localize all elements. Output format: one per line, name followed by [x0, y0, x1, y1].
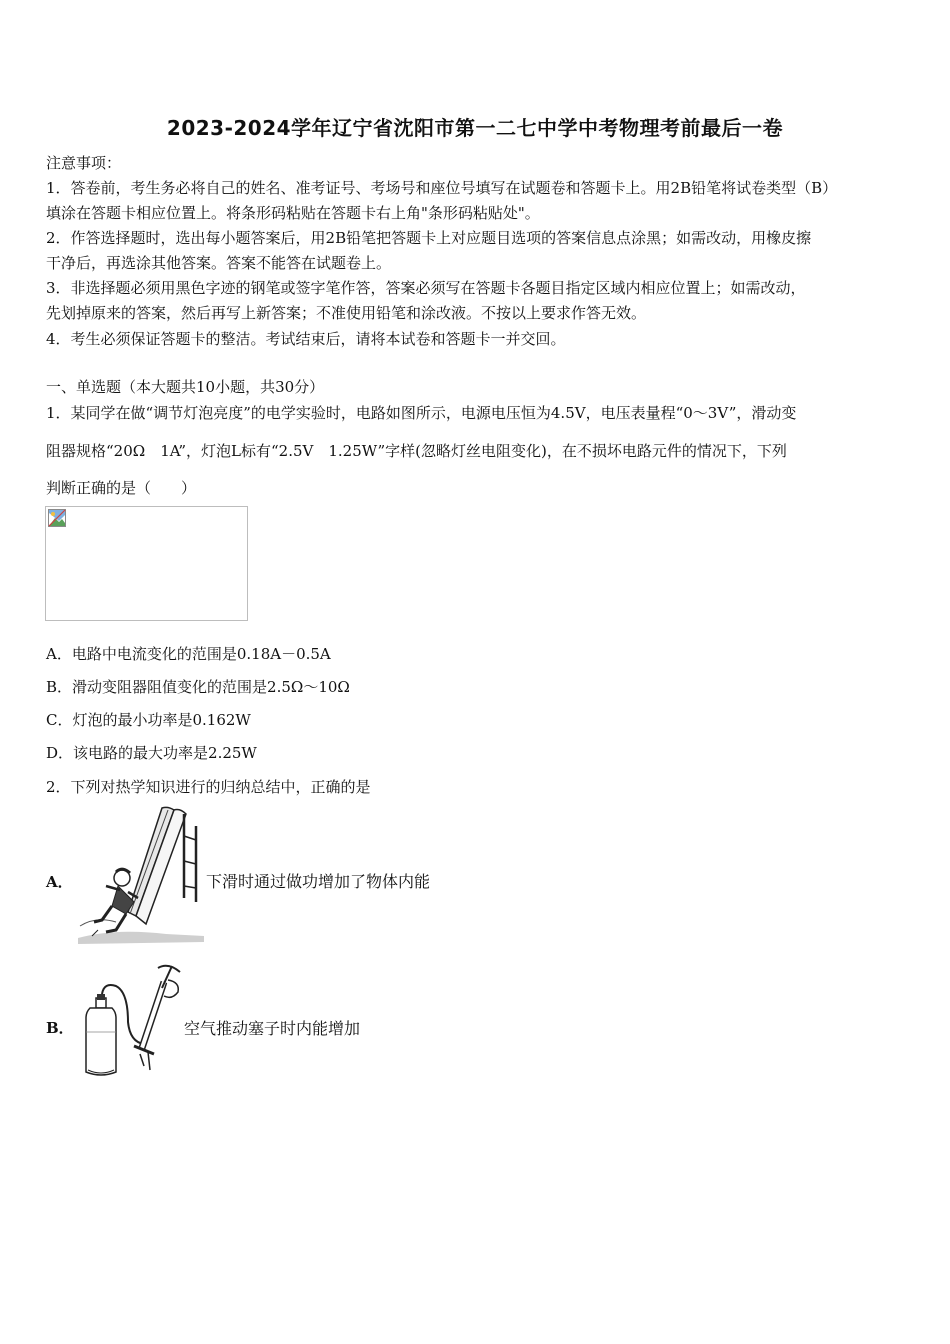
q2-option-b-label: B．: [46, 1019, 74, 1037]
notice-line: 干净后，再选涂其他答案。答案不能答在试题卷上。: [46, 254, 392, 272]
circuit-image-placeholder: [45, 506, 248, 621]
notice-line: 1．答卷前，考生务必将自己的姓名、准考证号、考场号和座位号填写在试题卷和答题卡上。用2B铅笔将试卷类型（B）: [46, 179, 838, 197]
q1-option-a: A．电路中电流变化的范围是0.18A－0.5A: [46, 645, 331, 663]
page-title: 2023-2024学年辽宁省沈阳市第一二七中学中考物理考前最后一卷: [166, 116, 784, 140]
slide-icon: [76, 806, 206, 946]
q1-option-b: B．滑动变阻器阻值变化的范围是2.5Ω～10Ω: [46, 678, 350, 696]
notice-heading: 注意事项：: [46, 154, 122, 172]
question-1-line: 阻器规格“20Ω 1A”，灯泡L标有“2.5V 1.25W”字样(忽略灯丝电阻变化)，在不损坏电路元件的情况下，下列: [46, 442, 787, 460]
section-heading: 一、单选题（本大题共10小题，共30分）: [46, 378, 325, 396]
notice-line: 2．作答选择题时，选出每小题答案后，用2B铅笔把答题卡上对应题目选项的答案信息点涂黑；如需改动，用橡皮擦: [46, 229, 812, 247]
q2-option-a-label: A．: [46, 873, 73, 891]
notice-line: 3．非选择题必须用黑色字迹的钢笔或签字笔作答，答案必须写在答题卡各题目指定区域内相应位置上；如需改动，: [46, 279, 806, 297]
notice-line: 4．考生必须保证答题卡的整洁。考试结束后，请将本试卷和答题卡一并交回。: [46, 330, 566, 348]
notice-line: 先划掉原来的答案，然后再写上新答案；不准使用铅笔和涂改液。不按以上要求作答无效。: [46, 304, 647, 322]
question-2-stem: 2．下列对热学知识进行的归纳总结中，正确的是: [46, 778, 371, 796]
broken-image-icon: [48, 509, 66, 527]
q1-option-d: D．该电路的最大功率是2.25W: [46, 744, 257, 762]
q1-option-c: C．灯泡的最小功率是0.162W: [46, 711, 251, 729]
q2-option-a-text: 下滑时通过做功增加了物体内能: [206, 872, 431, 891]
q2-option-b-text: 空气推动塞子时内能增加: [184, 1019, 361, 1038]
pump-bottle-icon: [72, 962, 184, 1080]
question-1-line: 判断正确的是（ ）: [46, 479, 197, 497]
notice-line: 填涂在答题卡相应位置上。将条形码粘贴在答题卡右上角"条形码粘贴处"。: [46, 204, 540, 222]
question-1-line: 1．某同学在做“调节灯泡亮度”的电学实验时，电路如图所示，电源电压恒为4.5V，电压表量程“0～3V”，滑动变: [46, 404, 797, 422]
